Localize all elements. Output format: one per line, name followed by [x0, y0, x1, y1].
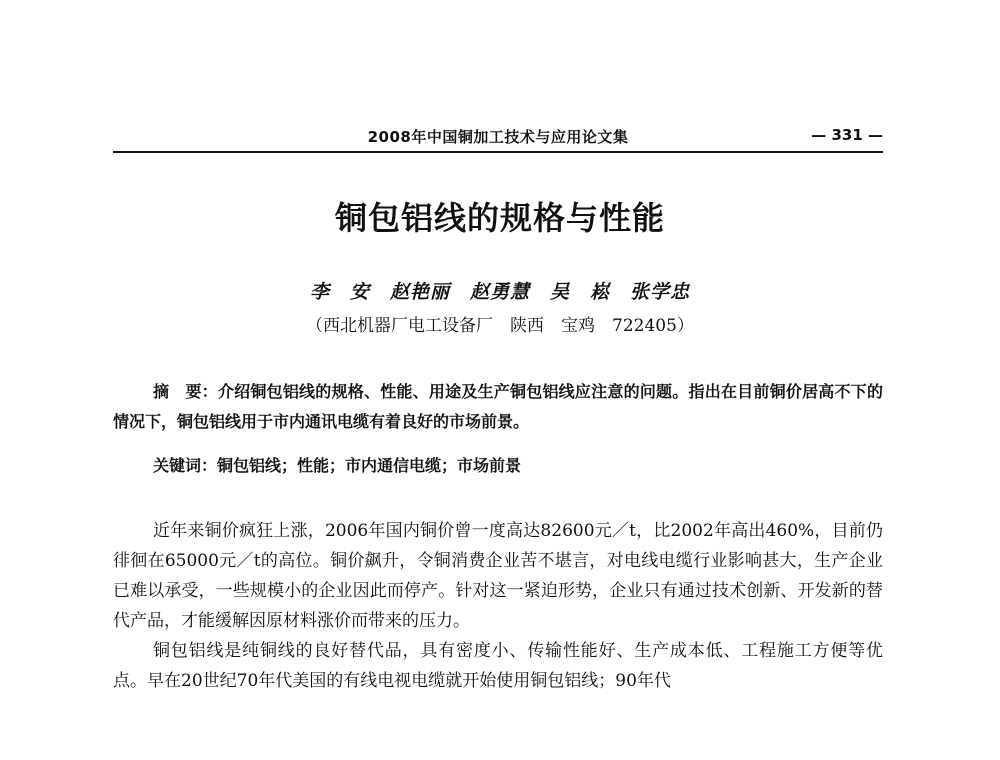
abstract-text: 介绍铜包铝线的规格、性能、用途及生产铜包铝线应注意的问题。指出在目前铜价居高不下的情况下，铜包铝线用于市内通讯电缆有着良好的市场前景。 — [113, 382, 883, 431]
keywords-label: 关键词： — [153, 456, 218, 475]
abstract-label: 摘 要： — [153, 382, 218, 401]
authors: 李 安 赵艳丽 赵勇慧 吴 崧 张学忠 — [309, 281, 690, 303]
affiliation: （西北机器厂电工设备厂 陕西 宝鸡 722405） — [306, 316, 694, 336]
abstract — [113, 377, 883, 437]
paragraph-1: 近年来铜价疯狂上涨，2006年国内铜价曾一度高达82600元／t，比2002年高出460%，目前仍徘徊在65000元／t的高位。铜价飙升，令铜消费企业苦不堪言，对电线电缆行业影响甚大，生产企业已难以承受，一些规模小的企业因此而停产。针对这一紧迫形势，企业只有通过技术创新、开发新的替代产品，才能缓解因原材料涨价而带来的压力。 — [113, 521, 883, 631]
paper-title: 铜包铝线的规格与性能 — [334, 199, 665, 237]
journal-title: 2008年中国铜加工技术与应用论文集 — [367, 128, 629, 146]
body-text — [113, 516, 883, 696]
keywords — [153, 451, 883, 481]
paragraph-2: 铜包铝线是纯铜线的良好替代品，具有密度小、传输性能好、生产成本低、工程施工方便等优点。早在20世纪70年代美国的有线电视电缆就开始使用铜包铝线；90年代 — [113, 641, 883, 691]
page-number: — 331 — — [811, 126, 883, 144]
header-rule — [113, 151, 883, 153]
keywords-text: 铜包铝线；性能；市内通信电缆；市场前景 — [217, 456, 522, 475]
running-header — [113, 126, 883, 152]
